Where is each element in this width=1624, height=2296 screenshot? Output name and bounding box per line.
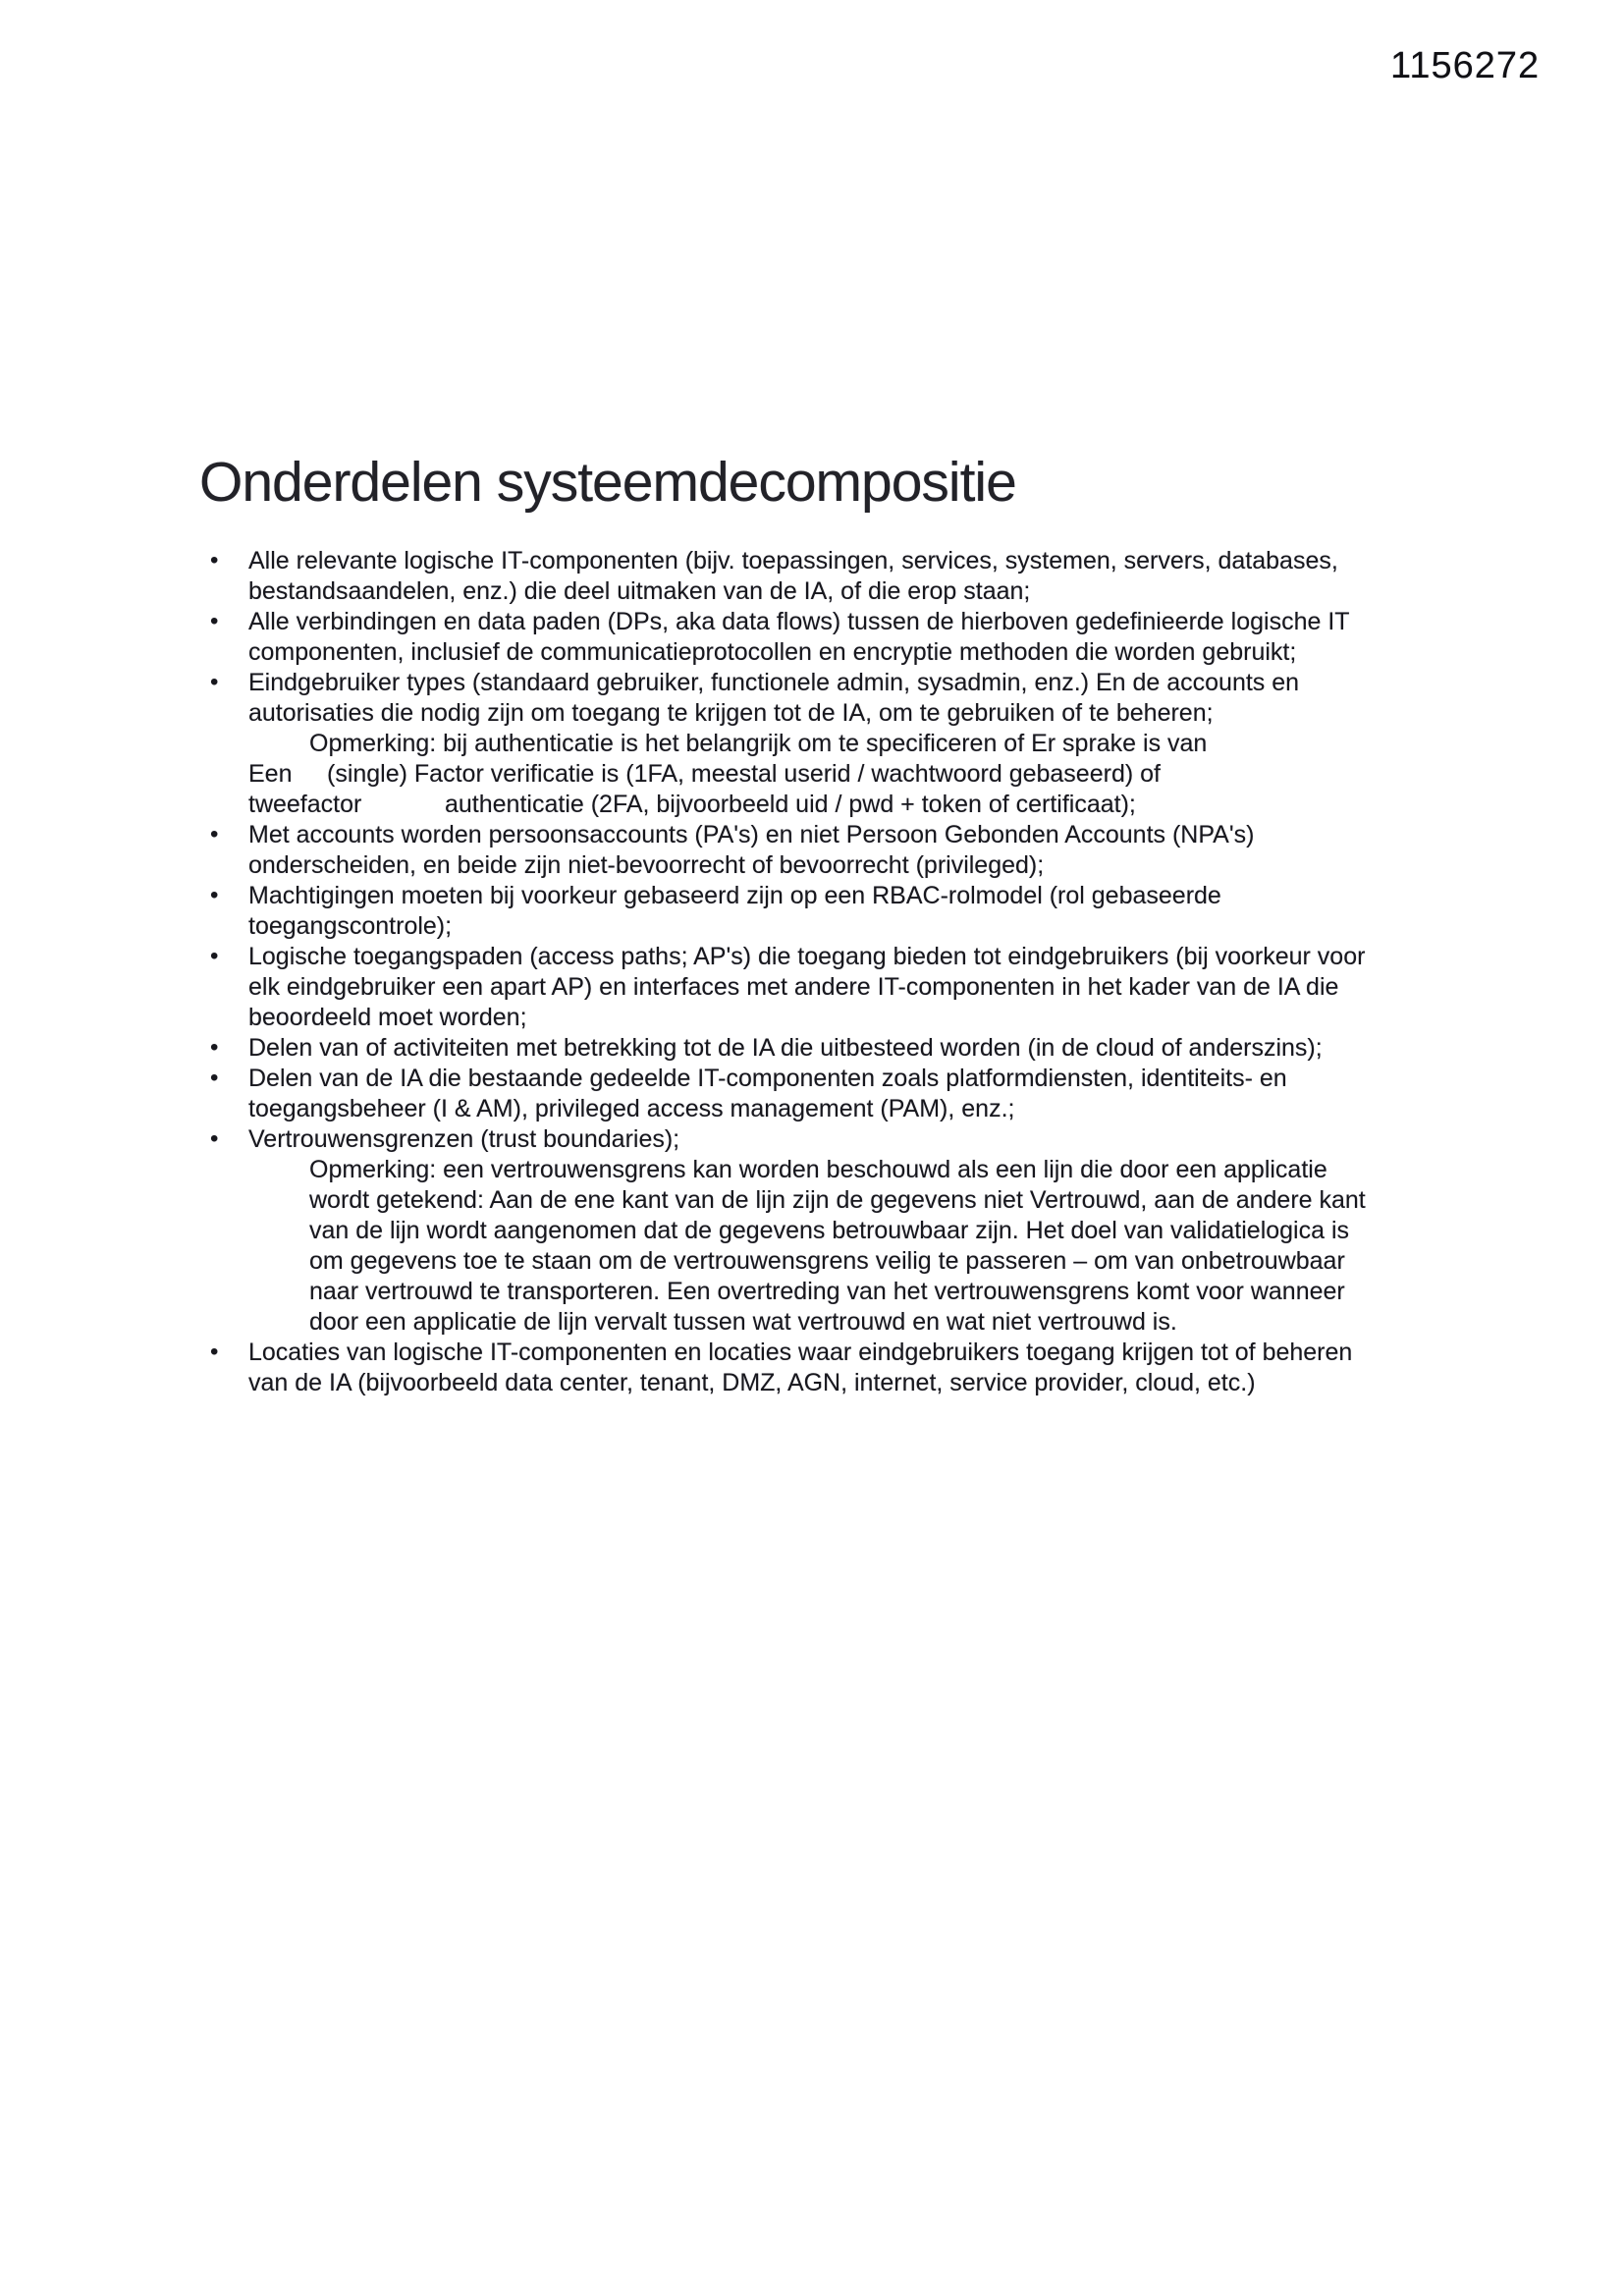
bullet-marker-icon: • [210,1339,219,1365]
note-text: (single) Factor verificatie is (1FA, meestal userid / wachtwoord gebaseerd) of [327,760,1161,788]
bullet-text: Delen van of activiteiten met betrekking tot de IA die uitbesteed worden (in de cloud of anderszins); [248,1034,1323,1062]
bullet-body [248,1124,1429,1338]
bullet-marker-icon: • [210,608,219,634]
bullet-body [248,607,1429,668]
bullet-text: Met accounts worden persoonsaccounts (PA's) en niet Persoon Gebonden Accounts (NPA's) onderscheiden, en beide zijn niet-bevoorrecht of bevoorrecht (privileged); [248,821,1255,879]
page-number: 1156272 [1390,45,1541,86]
bullet-body [248,820,1429,881]
bullet-marker-icon: • [210,882,219,908]
bullet-text: Machtigingen moeten bij voorkeur gebaseerd zijn op een RBAC-rolmodel (rol gebaseerde toegangscontrole); [248,882,1221,940]
note-text: Opmerking: bij authenticatie is het belangrijk om te specificeren of Er sprake is van [309,730,1208,757]
bullet-body [248,546,1429,607]
bullet-marker-icon: • [210,821,219,847]
bullet-list [201,546,1429,1398]
note-line [248,1155,1375,1338]
note-col-label: Een [248,760,293,788]
list-item [201,607,1429,668]
bullet-marker-icon: • [210,943,219,969]
bullet-body [248,1338,1429,1398]
bullet-text: Alle verbindingen en data paden (DPs, aka data flows) tussen de hierboven gedefinieerde logische IT componenten, inclusief de communicatieprotocollen en encryptie methoden die worden gebruikt; [248,608,1350,666]
note-text: Opmerking: een vertrouwensgrens kan worden beschouwd als een lijn die door een applicatie wordt getekend: Aan de ene kant van de lijn zijn de gegevens niet Vertrouwd, aan de andere kant van de lijn wordt aangenomen dat de gegevens betrouwbaar zijn. Het doel van validatielogica is om gegevens toe te staan om de vertrouwensgrens veilig te passeren – om van onbetrouwbaar naar vertrouwd te transporteren. Een overtreding van het vertrouwensgrens komt voor wanneer door een applicatie de lijn vervalt tussen wat vertrouwd en wat niet vertrouwd is. [309,1156,1366,1336]
bullet-body [248,1033,1429,1064]
list-item [201,1064,1429,1124]
list-item [201,546,1429,607]
bullet-marker-icon: • [210,669,219,695]
bullet-marker-icon: • [210,1034,219,1061]
list-item [201,1124,1429,1338]
list-item [201,942,1429,1033]
bullet-text: Eindgebruiker types (standaard gebruiker, functionele admin, sysadmin, enz.) En de accounts en autorisaties die nodig zijn om toegang te krijgen tot de IA, om te gebruiken of te beheren; [248,669,1300,727]
list-item [201,881,1429,942]
note-line [248,790,1392,820]
list-item [201,668,1429,820]
bullet-text: Alle relevante logische IT-componenten (bijv. toepassingen, services, systemen, servers, databases, bestandsaandelen, enz.) die deel uitmaken van de IA, of die erop staan; [248,547,1338,605]
bullet-body [248,1064,1429,1124]
note-line [248,759,1392,790]
bullet-marker-icon: • [210,547,219,574]
list-item [201,1338,1429,1398]
list-item [201,820,1429,881]
note-line [248,729,1453,759]
page-title: Onderdelen systeemdecompositie [199,451,1016,514]
bullet-body [248,881,1429,942]
bullet-text: Vertrouwensgrenzen (trust boundaries); [248,1125,680,1153]
bullet-marker-icon: • [210,1125,219,1152]
note-col-label: tweefactor [248,791,362,818]
bullet-text: Logische toegangspaden (access paths; AP's) die toegang bieden tot eindgebruikers (bij voorkeur voor elk eindgebruiker een apart AP) en interfaces met andere IT-componenten in het kader van de IA die beoordeeld moet worden; [248,943,1366,1031]
bullet-body [248,942,1429,1033]
bullet-marker-icon: • [210,1065,219,1091]
list-item [201,1033,1429,1064]
bullet-text: Delen van de IA die bestaande gedeelde IT-componenten zoals platformdiensten, identiteits- en toegangsbeheer (I & AM), privileged access management (PAM), enz.; [248,1065,1287,1122]
note-text: authenticatie (2FA, bijvoorbeeld uid / pwd + token of certificaat); [445,791,1136,818]
bullet-text: Locaties van logische IT-componenten en locaties waar eindgebruikers toegang krijgen tot of beheren van de IA (bijvoorbeeld data center, tenant, DMZ, AGN, internet, service provider, cloud, etc.) [248,1339,1353,1396]
bullet-body [248,668,1429,820]
